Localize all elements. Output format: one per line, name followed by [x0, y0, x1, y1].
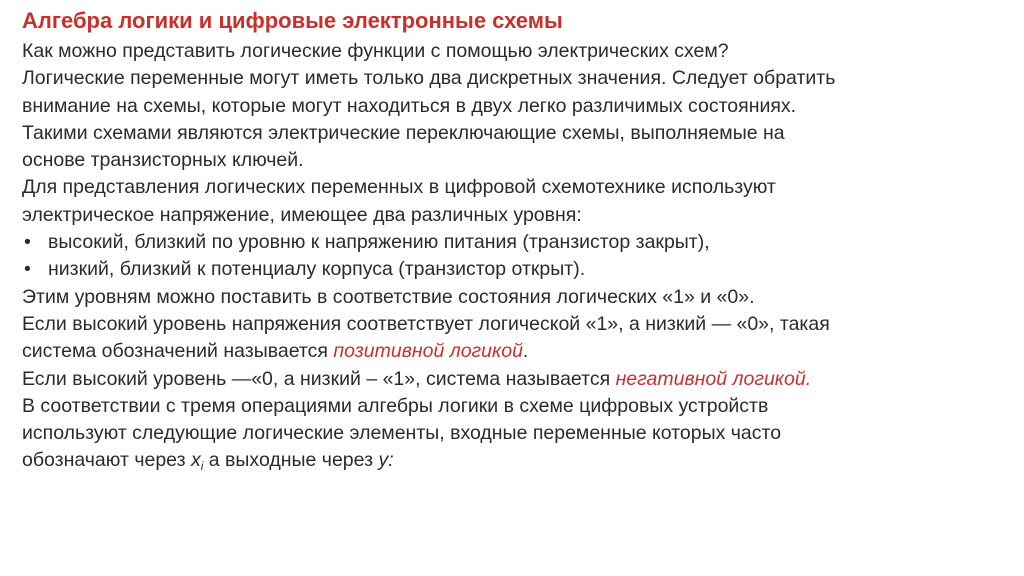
text-line: Этим уровням можно поставить в соответствие состояния логических «1» и «0». — [22, 285, 755, 308]
text-line: Если высокий уровень напряжения соответствует логической «1», а низкий — «0», такая — [22, 312, 830, 335]
positive-logic-term: позитивной логикой — [333, 340, 523, 363]
text-line: используют следующие логические элементы, входные переменные которых часто — [22, 422, 782, 445]
text-line: Как можно представить логические функции с помощью электрических схем? — [22, 40, 729, 62]
input-variable-index: i — [200, 459, 204, 474]
text-line: основе транзисторных ключей. — [22, 149, 304, 172]
text-fragment: система обозначений называется — [22, 340, 334, 363]
variables-line — [22, 447, 1012, 474]
input-variable — [190, 449, 204, 474]
text-line: В соответствии с тремя операциями алгебры логики в схеме цифровых устройств — [22, 394, 769, 417]
output-variable: y: — [378, 449, 394, 472]
text-line: Логические переменные могут иметь только два дискретных значения. Следует обратить — [22, 67, 836, 90]
negative-logic-term: негативной логикой. — [615, 367, 812, 390]
slide-body — [22, 38, 1012, 475]
input-variable-symbol: x — [190, 449, 201, 472]
text-fragment: обозначают через — [22, 449, 191, 472]
text-fragment: а выходные через — [203, 449, 379, 472]
text-fragment: Если высокий уровень —«0, а низкий – «1», система называется — [22, 367, 616, 390]
text-line: электрическое напряжение, имеющее два различных уровня: — [22, 203, 582, 226]
bullet-icon: • — [24, 231, 31, 254]
bullet-icon: • — [24, 258, 31, 281]
bullet-text: низкий, близкий к потенциалу корпуса (транзистор открыт). — [48, 258, 586, 281]
bullet-item — [22, 229, 1012, 256]
bullet-item — [22, 256, 1012, 283]
negative-logic-line — [22, 366, 1012, 393]
text-fragment: . — [522, 340, 529, 363]
text-line: внимание на схемы, которые могут находиться в двух легко различимых состояниях. — [22, 94, 797, 117]
positive-logic-line — [22, 338, 1012, 365]
text-line: Такими схемами являются электрические переключающие схемы, выполняемые на — [22, 121, 785, 144]
bullet-text: высокий, близкий по уровню к напряжению питания (транзистор закрыт), — [48, 231, 710, 254]
text-line: Для представления логических переменных в цифровой схемотехнике используют — [22, 176, 776, 199]
slide-title: Алгебра логики и цифровые электронные схемы — [22, 8, 563, 33]
